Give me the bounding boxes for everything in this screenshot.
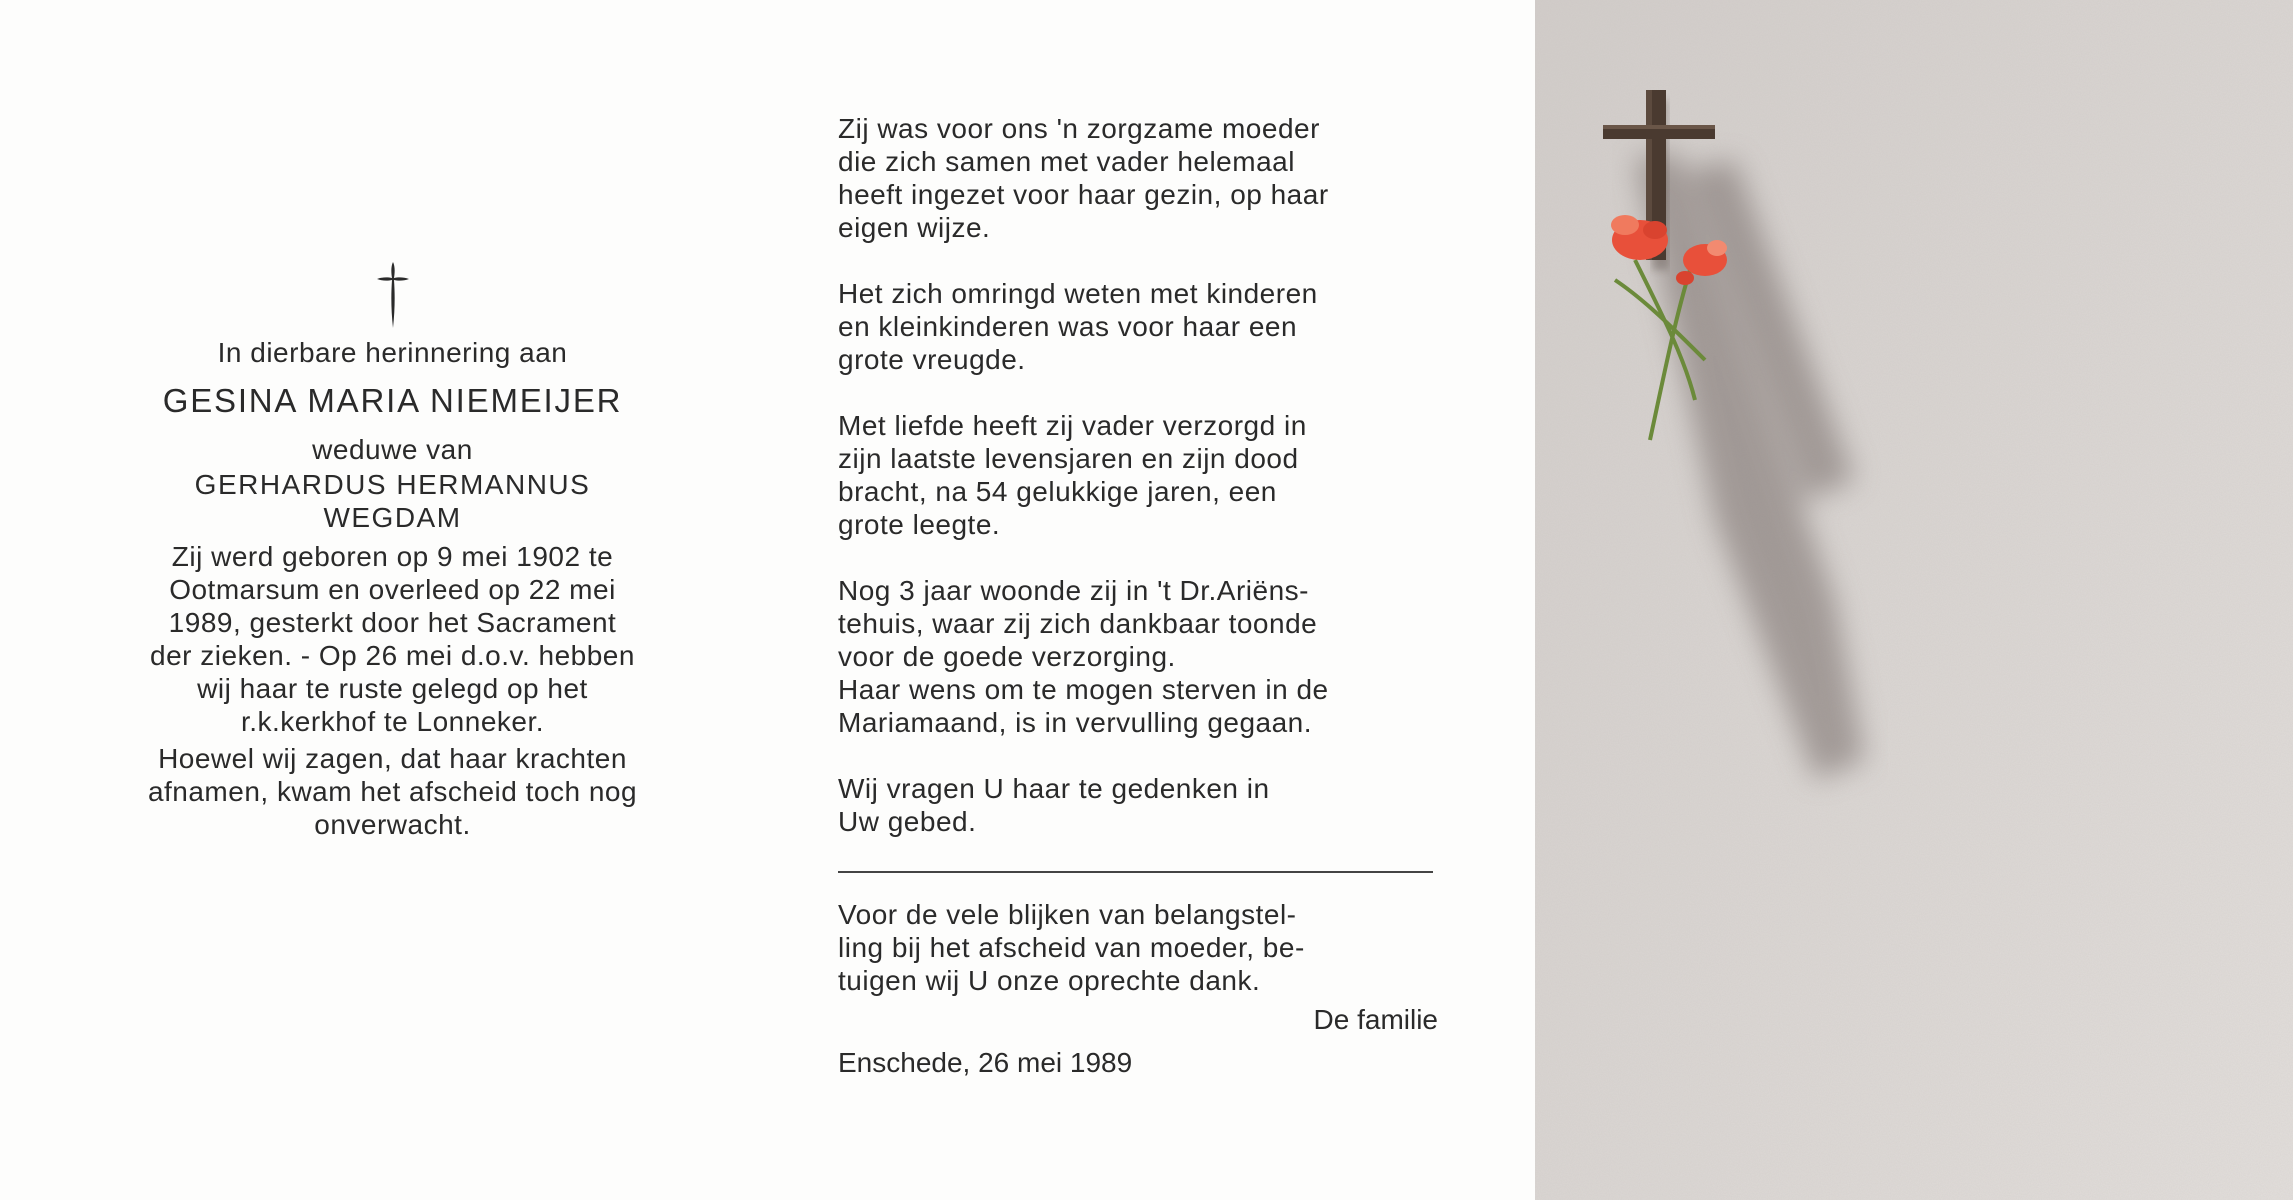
paragraph-home <box>838 574 1438 739</box>
paragraph-family <box>838 277 1438 376</box>
paragraph-thanks <box>838 898 1438 997</box>
text-line: zijn laatste levensjaren en zijn dood <box>838 443 1299 474</box>
text-line: die zich samen met vader helemaal <box>838 146 1295 177</box>
latin-cross-icon <box>371 260 415 330</box>
text-line: voor de goede verzorging. <box>838 641 1176 672</box>
text-line: Mariamaand, is in vervulling gegaan. <box>838 707 1313 738</box>
text-line: tehuis, waar zij zich dankbaar toonde <box>838 608 1318 639</box>
photo-illustration <box>1535 0 2293 1200</box>
closing-line: Hoewel wij zagen, dat haar krachten <box>158 743 627 774</box>
bio-line: Ootmarsum en overleed op 22 mei <box>169 574 616 605</box>
left-panel <box>80 260 705 841</box>
closing-line: afnamen, kwam het afscheid toch nog <box>147 776 638 807</box>
text-line: heeft ingezet voor haar gezin, op haar <box>838 179 1329 210</box>
bio-line: der zieken. - Op 26 mei d.o.v. hebben <box>150 640 635 671</box>
biography <box>80 540 705 738</box>
bio-line: 1989, gesterkt door het Sacrament <box>168 607 617 638</box>
text-line: en kleinkinderen was voor haar een <box>838 311 1298 342</box>
text-line: Zij was voor ons 'n zorgzame moeder <box>838 113 1320 144</box>
closing-line: onverwacht. <box>314 809 471 840</box>
text-line: grote vreugde. <box>838 344 1026 375</box>
text-line: grote leegte. <box>838 509 1001 540</box>
text-line: Met liefde heeft zij vader verzorgd in <box>838 410 1307 441</box>
place-date: Enschede, 26 mei 1989 <box>838 1047 1133 1078</box>
text-line: tuigen wij U onze oprechte dank. <box>838 965 1261 996</box>
text-line: Nog 3 jaar woonde zij in 't Dr.Ariëns- <box>838 575 1309 606</box>
text-line: Haar wens om te mogen sterven in de <box>838 674 1329 705</box>
spouse-name-line2: WEGDAM <box>323 502 462 533</box>
paragraph-mother <box>838 112 1438 244</box>
bio-line: Zij werd geboren op 9 mei 1902 te <box>171 541 614 572</box>
text-line: Uw gebed. <box>838 806 977 837</box>
spouse-name-line1: GERHARDUS HERMANNUS <box>194 469 591 500</box>
paragraph-prayer <box>838 772 1438 838</box>
text-line: ling bij het afscheid van moeder, be- <box>838 932 1305 963</box>
text-line: eigen wijze. <box>838 212 991 243</box>
text-line: Voor de vele blijken van belangstel- <box>838 899 1297 930</box>
text-line: Wij vragen U haar te gedenken in <box>838 773 1270 804</box>
bio-line: r.k.kerkhof te Lonneker. <box>240 706 545 737</box>
text-line: bracht, na 54 gelukkige jaren, een <box>838 476 1277 507</box>
cross-with-flowers-photo <box>1535 0 2293 1200</box>
paragraph-care <box>838 409 1438 541</box>
bio-line: wij haar te ruste gelegd op het <box>197 673 588 704</box>
text-line: Het zich omringd weten met kinderen <box>838 278 1318 309</box>
closing-text <box>80 742 705 841</box>
divider <box>838 871 1433 873</box>
signature: De familie <box>1313 1004 1438 1035</box>
middle-panel <box>838 112 1438 1107</box>
deceased-name: GESINA MARIA NIEMEIJER <box>162 382 623 419</box>
intro-text: In dierbare herinnering aan <box>217 337 568 368</box>
relation-text: weduwe van <box>312 434 473 465</box>
